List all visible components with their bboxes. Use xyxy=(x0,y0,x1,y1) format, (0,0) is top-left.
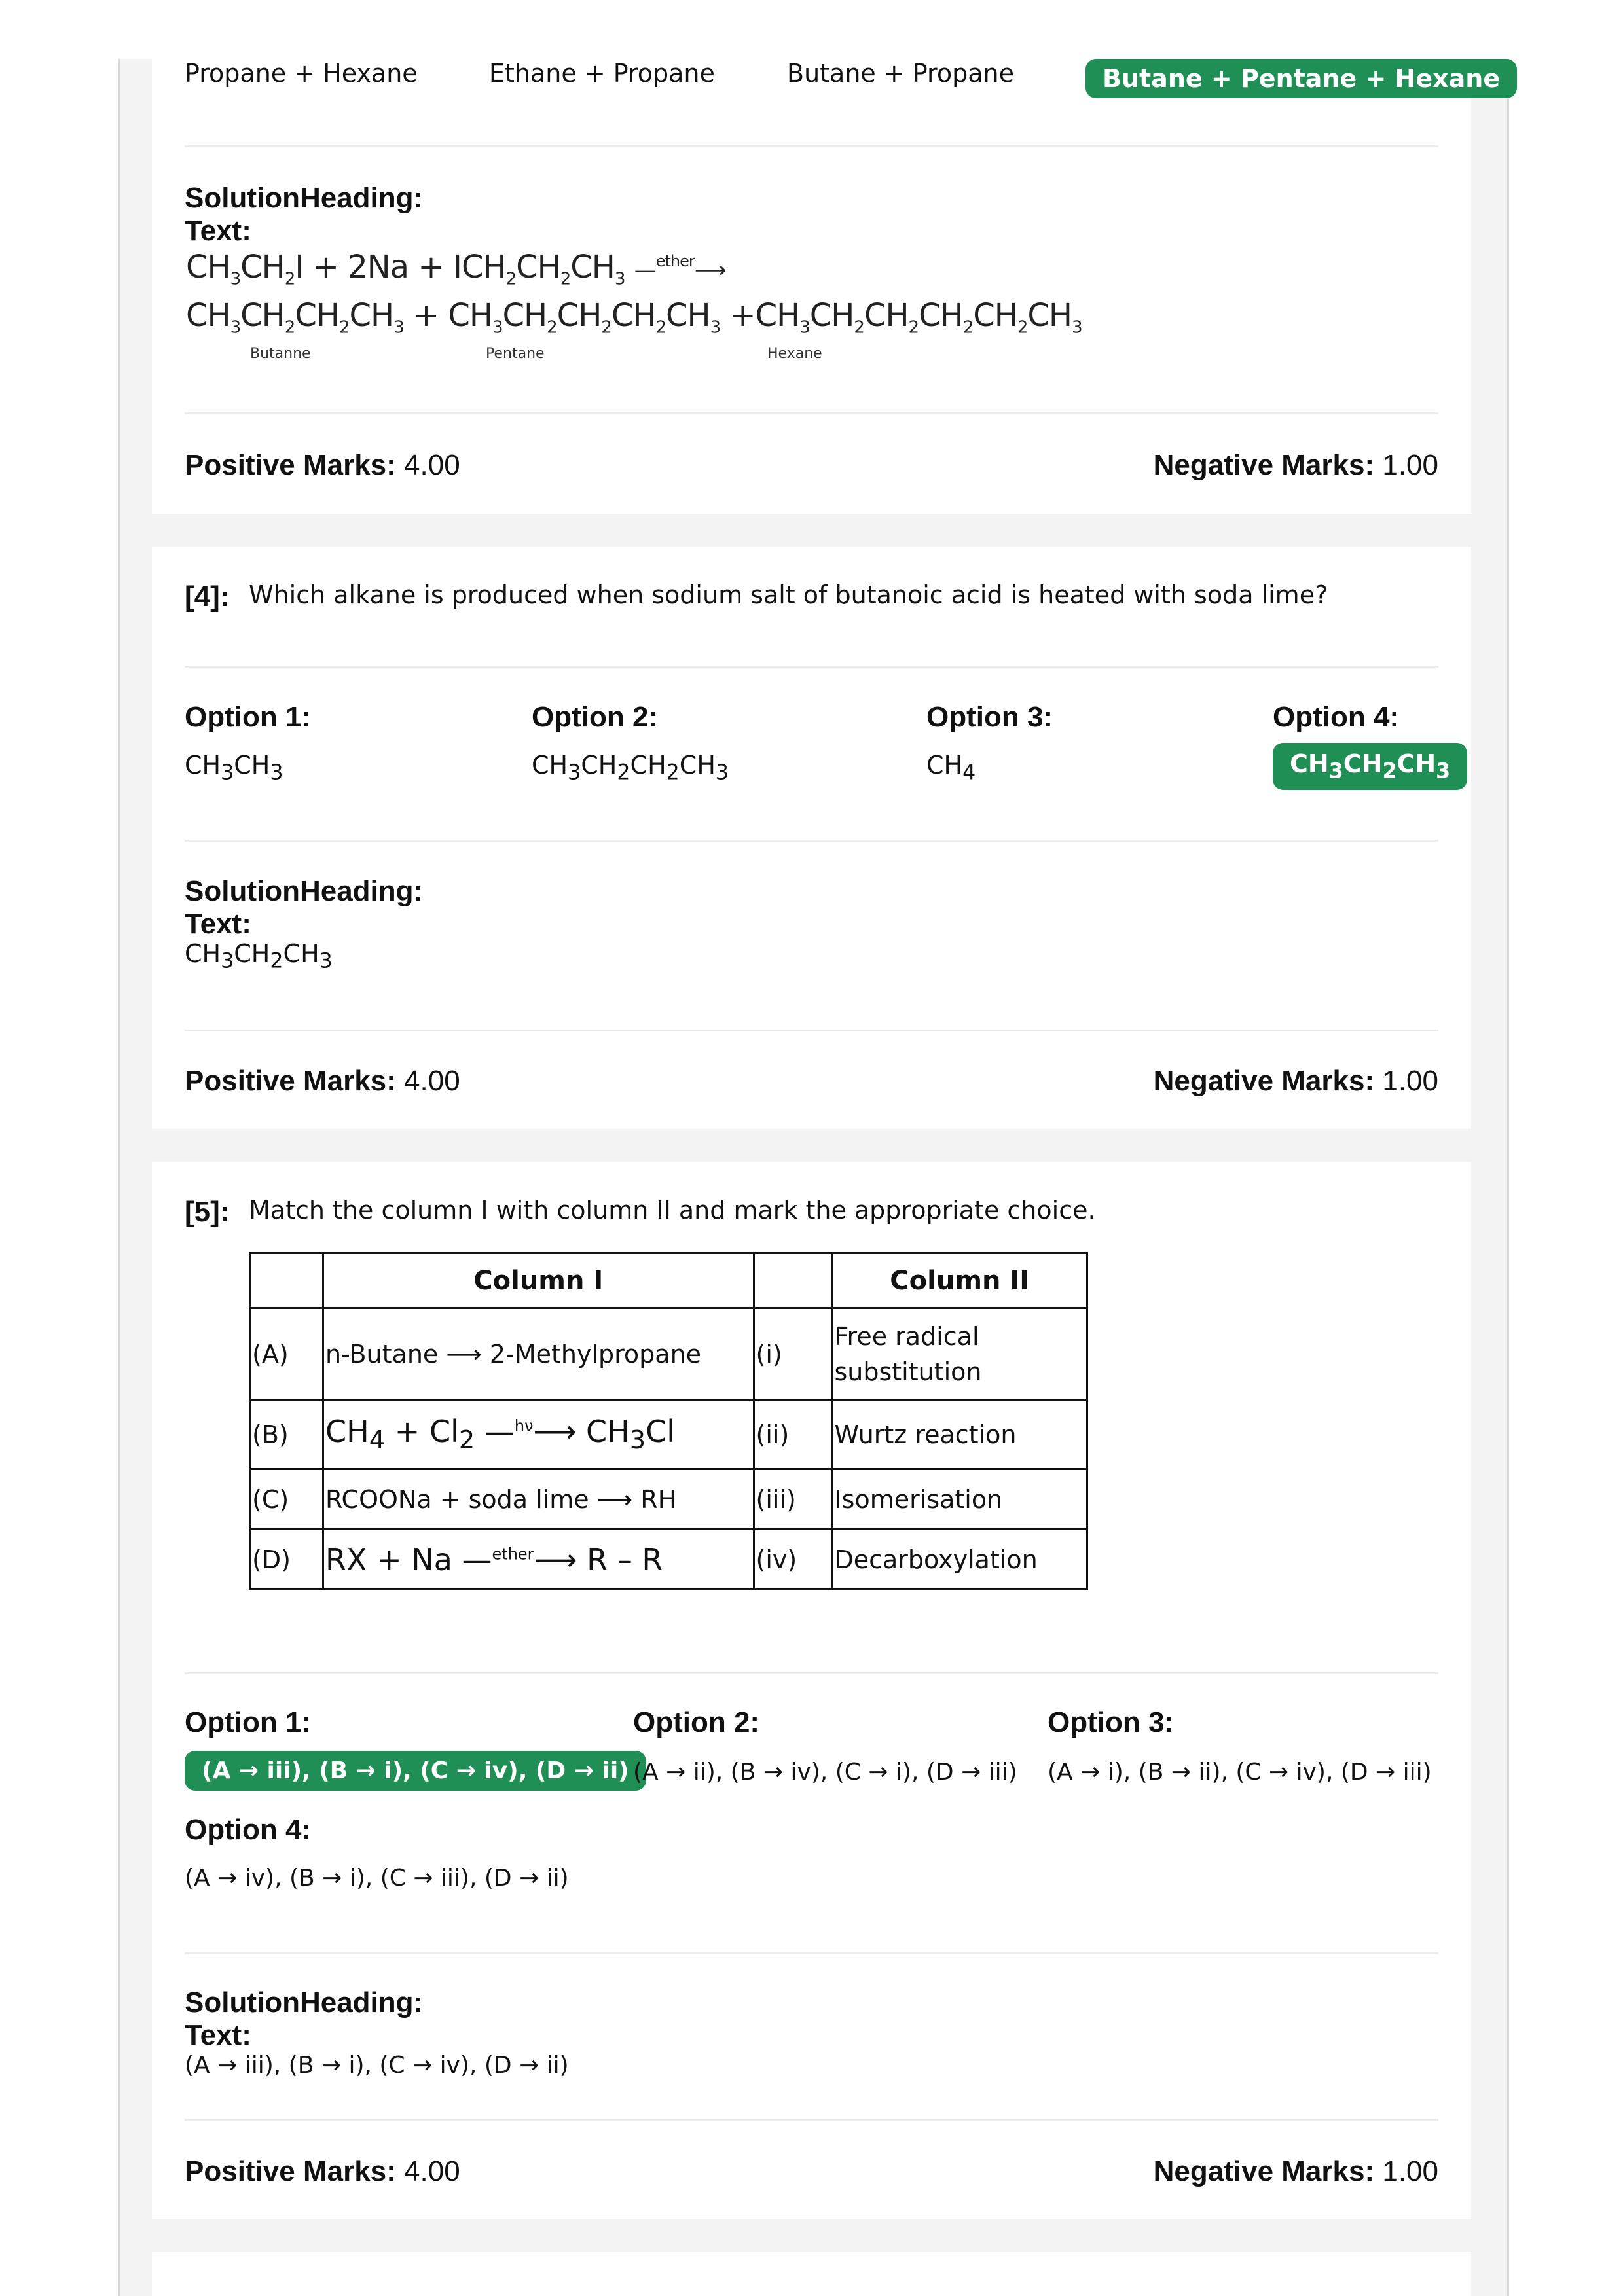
column-1-cell: RX + Na —$^{ether}$⟶ R – R xyxy=(323,1530,754,1590)
option-1-label: Option 1: xyxy=(185,1706,312,1738)
option-3-label: Option 3: xyxy=(926,701,1053,733)
negative-marks: Negative Marks: 1.00 xyxy=(1153,2155,1438,2187)
option-1-label: Option 1: xyxy=(185,701,312,733)
option-3[interactable]: $CH_4$ xyxy=(926,751,976,785)
match-table xyxy=(249,1252,1088,1590)
option-4-correct[interactable]: $CH_3CH_2CH_3$ xyxy=(1273,743,1467,790)
text-label: Text: xyxy=(185,908,251,940)
question-number: [4]: xyxy=(185,581,230,613)
text-label: Text: xyxy=(185,215,251,247)
column-1-header: Column I xyxy=(323,1253,754,1308)
option-2[interactable]: $CH_3CH_2CH_2CH_3$ xyxy=(532,751,729,785)
solution-text: $CH_3CH_2CH_3$ xyxy=(185,939,333,973)
option-1-correct[interactable]: (A → iii), (B → i), (C → iv), (D → ii) xyxy=(185,1751,646,1791)
table-header-blank xyxy=(250,1253,323,1308)
table-header-blank xyxy=(754,1253,832,1308)
divider xyxy=(185,666,1438,668)
solution-text: (A → iii), (B → i), (C → iv), (D → ii) xyxy=(185,2052,569,2079)
option-4-label: Option 4: xyxy=(185,1814,312,1846)
negative-marks-value: 1.00 xyxy=(1382,2155,1438,2187)
q3-option-4-correct[interactable]: Butane + Pentane + Hexane xyxy=(1085,59,1517,98)
column-2-cell: Free radical substitution xyxy=(832,1308,1087,1400)
divider xyxy=(185,145,1438,147)
row-key: (D) xyxy=(250,1530,323,1590)
column-2-cell: Wurtz reaction xyxy=(832,1400,1087,1469)
question-number: [5]: xyxy=(185,1196,230,1228)
q3-option-2[interactable]: Ethane + Propane xyxy=(489,59,715,88)
label-pentane: Pentane xyxy=(486,346,545,362)
negative-marks-value: 1.00 xyxy=(1382,449,1438,481)
question-text: Which alkane is produced when sodium salt of butanoic acid is heated with soda lime? xyxy=(249,581,1328,609)
table-row xyxy=(250,1308,1087,1400)
label-butane: Butanne xyxy=(250,346,311,362)
solution-heading: SolutionHeading: xyxy=(185,182,424,214)
negative-marks-value: 1.00 xyxy=(1382,1065,1438,1097)
column-1-cell: n-Butane ⟶ 2-Methylpropane xyxy=(323,1308,754,1400)
column-1-cell: $CH_4 + Cl_2$ —$^{h\nu}$⟶ $CH_3Cl$ xyxy=(323,1400,754,1469)
row-key: (A) xyxy=(250,1308,323,1400)
option-2[interactable]: (A → ii), (B → iv), (C → i), (D → iii) xyxy=(633,1759,1017,1785)
text-label: Text: xyxy=(185,2019,251,2051)
positive-marks: Positive Marks: 4.00 xyxy=(185,2155,460,2187)
option-1[interactable]: $CH_3CH_3$ xyxy=(185,751,283,785)
column-2-cell: Isomerisation xyxy=(832,1469,1087,1530)
row-roman: (i) xyxy=(754,1308,832,1400)
divider xyxy=(185,1672,1438,1674)
divider xyxy=(185,412,1438,414)
question-card-6 xyxy=(152,2252,1471,2296)
divider xyxy=(185,840,1438,842)
option-4-label: Option 4: xyxy=(1273,701,1400,733)
divider xyxy=(185,1952,1438,1954)
table-row xyxy=(250,1400,1087,1469)
column-2-header: Column II xyxy=(832,1253,1087,1308)
solution-equation-line-1: $CH_3CH_2I + 2Na + ICH_2CH_2CH_3$ —$^{ether}$⟶ xyxy=(186,249,726,289)
positive-marks: Positive Marks: 4.00 xyxy=(185,1065,460,1097)
row-roman: (ii) xyxy=(754,1400,832,1469)
solution-heading: SolutionHeading: xyxy=(185,875,424,907)
q3-option-3[interactable]: Butane + Propane xyxy=(787,59,1014,88)
positive-marks-value: 4.00 xyxy=(404,449,460,481)
negative-marks: Negative Marks: 1.00 xyxy=(1153,1065,1438,1097)
question-card-3 xyxy=(152,59,1501,514)
divider xyxy=(185,1030,1438,1031)
question-card-5 xyxy=(152,1162,1471,2219)
column-2-cell: Decarboxylation xyxy=(832,1530,1087,1590)
solution-equation-line-2: $CH_3CH_2CH_2CH_3 + CH_3CH_2CH_2CH_2CH_3 +CH_3CH_2CH_2CH_2CH_2CH_3$ xyxy=(186,297,1082,338)
positive-marks-value: 4.00 xyxy=(404,2155,460,2187)
solution-heading: SolutionHeading: xyxy=(185,1986,424,2018)
option-2-label: Option 2: xyxy=(532,701,659,733)
row-roman: (iii) xyxy=(754,1469,832,1530)
positive-marks-value: 4.00 xyxy=(404,1065,460,1097)
positive-marks: Positive Marks: 4.00 xyxy=(185,449,460,481)
option-3-label: Option 3: xyxy=(1048,1706,1175,1738)
q3-option-1[interactable]: Propane + Hexane xyxy=(185,59,418,88)
table-row xyxy=(250,1469,1087,1530)
option-3[interactable]: (A → i), (B → ii), (C → iv), (D → iii) xyxy=(1048,1759,1432,1785)
question-text: Match the column I with column II and mark the appropriate choice. xyxy=(249,1196,1096,1225)
option-2-label: Option 2: xyxy=(633,1706,760,1738)
negative-marks: Negative Marks: 1.00 xyxy=(1153,449,1438,481)
question-card-4 xyxy=(152,547,1471,1129)
divider xyxy=(185,2119,1438,2121)
column-1-cell: RCOONa + soda lime ⟶ RH xyxy=(323,1469,754,1530)
table-row xyxy=(250,1530,1087,1590)
label-hexane: Hexane xyxy=(767,346,822,362)
row-key: (C) xyxy=(250,1469,323,1530)
option-4[interactable]: (A → iv), (B → i), (C → iii), (D → ii) xyxy=(185,1865,569,1892)
row-key: (B) xyxy=(250,1400,323,1469)
row-roman: (iv) xyxy=(754,1530,832,1590)
